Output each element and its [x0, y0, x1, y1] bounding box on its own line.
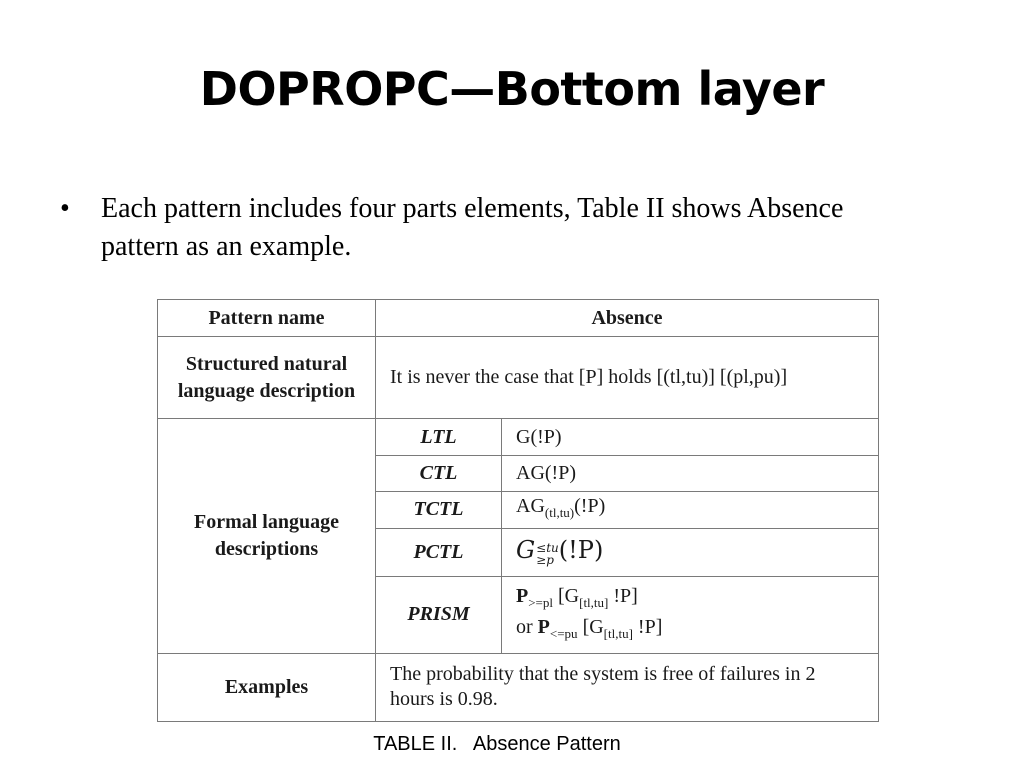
- tctl-tail: (!P): [574, 495, 606, 518]
- bullet-text: Each pattern includes four parts elements, Table II shows Absence pattern as an example.: [101, 193, 844, 262]
- structured-description-value: It is never the case that [P] holds [(tl,tu)] [(pl,pu)]: [376, 337, 879, 419]
- pattern-name-label: Pattern name: [158, 300, 376, 337]
- table-caption: TABLE II. Absence Pattern: [373, 733, 621, 755]
- absence-pattern-table: [157, 299, 879, 722]
- prism-value: [502, 576, 879, 653]
- tctl-ag: AG: [516, 495, 545, 518]
- ctl-value: AG(!P): [502, 456, 879, 492]
- examples-value: The probability that the system is free of failures in 2 hours is 0.98.: [376, 653, 879, 721]
- ltl-label: LTL: [376, 419, 502, 456]
- table-row: [158, 653, 879, 721]
- structured-description-label: Structured natural language description: [158, 337, 376, 419]
- tctl-label: TCTL: [376, 492, 502, 528]
- prism-line-1: [516, 584, 864, 615]
- examples-label: Examples: [158, 653, 376, 721]
- prism-g: [G: [553, 584, 580, 607]
- pctl-bounds: [536, 542, 559, 566]
- pctl-superscript: ≤tu: [536, 540, 559, 555]
- pattern-name-value: Absence: [376, 300, 879, 337]
- tctl-value: [502, 492, 879, 528]
- table-row: [158, 337, 879, 419]
- bullet-dot: •: [60, 193, 70, 224]
- prism-g-subscript: [tl,tu]: [579, 594, 609, 610]
- pctl-g: G: [516, 536, 536, 565]
- prism-line-2: [516, 615, 864, 646]
- formal-descriptions-label: Formal language descriptions: [158, 419, 376, 654]
- prism-tail: !P]: [632, 615, 663, 638]
- ltl-value: G(!P): [502, 419, 879, 456]
- pctl-tail: (!P): [558, 536, 604, 565]
- tctl-subscript: (tl,tu): [544, 505, 575, 521]
- pctl-value: [502, 528, 879, 576]
- prism-p-subscript: >=pl: [528, 594, 553, 610]
- prism-or: or: [516, 615, 538, 638]
- prism-g: [G: [577, 615, 604, 638]
- slide-title: DOPROPC—Bottom layer: [199, 62, 825, 116]
- prism-g-subscript: [tl,tu]: [603, 625, 633, 641]
- prism-p: P: [537, 615, 550, 638]
- pctl-label: PCTL: [376, 528, 502, 576]
- prism-label: PRISM: [376, 576, 502, 653]
- prism-tail: !P]: [608, 584, 638, 607]
- table-row: [158, 300, 879, 337]
- table-row: [158, 419, 879, 456]
- prism-p-subscript: <=pu: [549, 625, 578, 641]
- ctl-label: CTL: [376, 456, 502, 492]
- pctl-subscript: ≥p: [536, 552, 554, 567]
- prism-p: P: [516, 584, 529, 607]
